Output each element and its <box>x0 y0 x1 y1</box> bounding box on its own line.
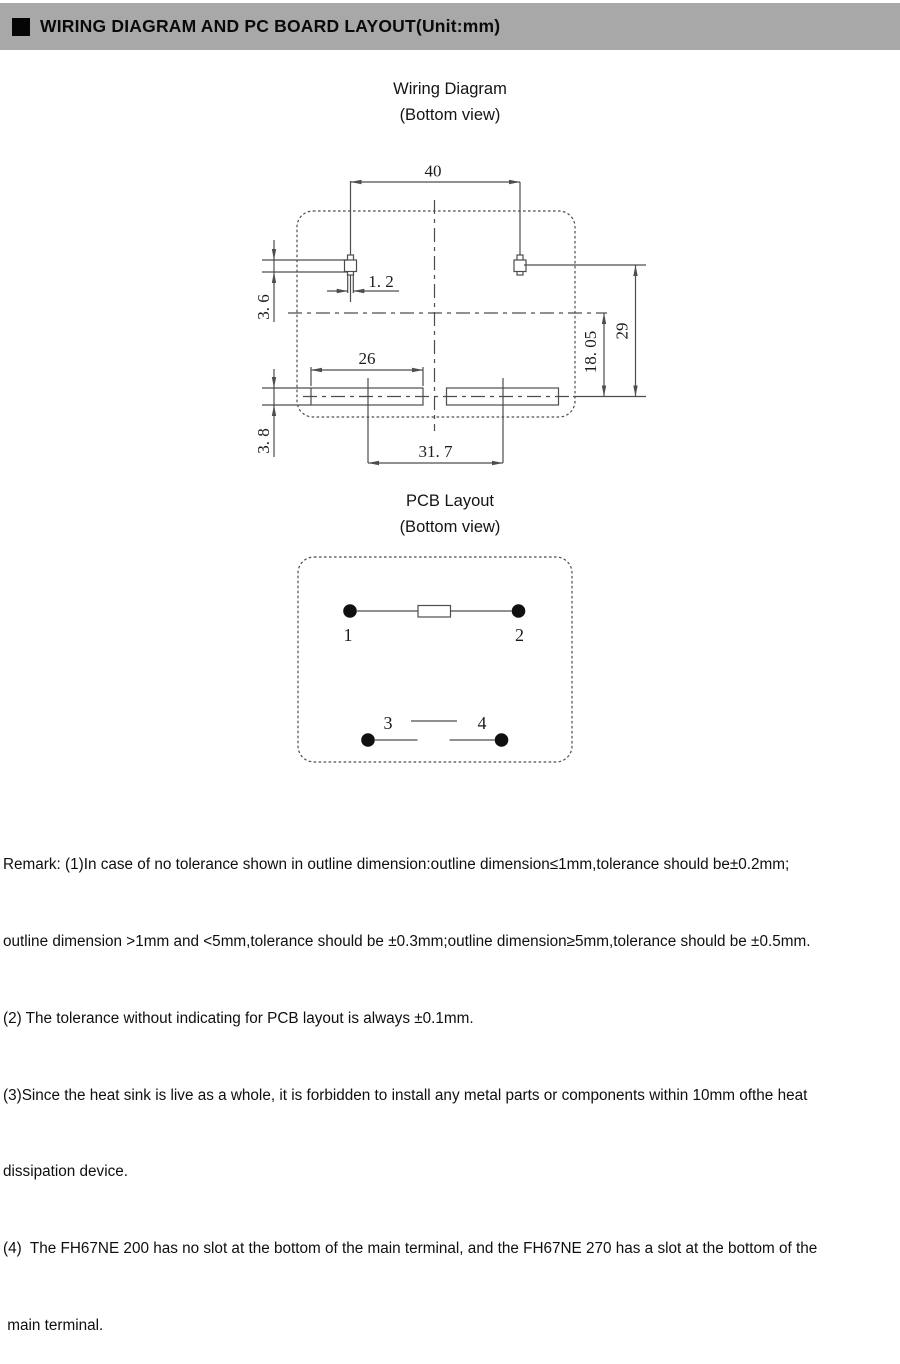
dim-26-arrow-right <box>412 368 423 372</box>
wiring-subtitle: (Bottom view) <box>399 106 501 124</box>
wiring-title: Wiring Diagram <box>393 80 507 98</box>
pcb-subtitle: (Bottom view) <box>399 518 501 536</box>
relay-body-outline <box>297 211 575 417</box>
left-pin-flag <box>345 260 357 272</box>
dim-1-2-arrow-left <box>337 289 348 293</box>
dim-18-05-arrow-up <box>602 313 606 324</box>
pcb-title: PCB Layout <box>405 492 495 510</box>
dim-3-8-label: 3. 8 <box>254 428 273 454</box>
pad-4 <box>495 733 509 747</box>
remark-line: (2) The tolerance without indicating for PCB layout is always ±0.1mm. <box>3 1009 474 1027</box>
dim-1-2-arrow-right <box>353 289 364 293</box>
dim-3-8-arrow-up <box>272 405 276 416</box>
dim-31-7-arrow-left <box>368 461 379 465</box>
dim-3-6-arrow-down <box>272 249 276 260</box>
dim-29-arrow-down <box>633 386 637 397</box>
dim-29-label: 29 <box>612 322 632 340</box>
remark-line: (3)Since the heat sink is live as a whole, it is forbidden to install any metal parts or components within 10mm ofthe heat <box>3 1086 808 1104</box>
remark-line: outline dimension >1mm and <5mm,tolerance should be ±0.3mm;outline dimension≥5mm,tolerance should be ±0.5mm. <box>3 932 811 950</box>
pad-4-label: 4 <box>477 713 487 733</box>
dim-3-6-arrow-up <box>272 272 276 283</box>
dim-18-05-label: 18. 05 <box>581 330 600 374</box>
dim-40-arrow-right <box>509 180 520 185</box>
dim-3-8-arrow-down <box>272 377 276 388</box>
dim-40-label: 40 <box>424 161 442 181</box>
dim-18-05-arrow-down <box>602 386 606 397</box>
wiring-diagram <box>254 162 646 466</box>
dim-26-arrow-left <box>311 368 322 372</box>
dim-1-2-label: 1. 2 <box>368 272 394 291</box>
dim-31-7-label: 31. 7 <box>418 442 453 461</box>
pad-3 <box>361 733 375 747</box>
pcb-outline <box>298 557 572 762</box>
remark-line: Remark: (1)In case of no tolerance shown in outline dimension:outline dimension≤1mm,tolerance should be±0.2mm; <box>3 856 790 874</box>
dim-40-arrow-left <box>351 180 362 185</box>
pad-3-label: 3 <box>383 713 393 733</box>
dim-31-7-arrow-right <box>492 461 503 465</box>
right-pin-flag <box>514 260 526 272</box>
dim-26-label: 26 <box>358 349 376 368</box>
remarks-block <box>3 801 897 1364</box>
remark-line: (4) The FH67NE 200 has no slot at the bottom of the main terminal, and the FH67NE 270 has a slot at the bottom of the <box>3 1240 818 1258</box>
remark-line: dissipation device. <box>3 1163 128 1181</box>
pad-1 <box>343 604 357 618</box>
dim-3-6-label: 3. 6 <box>254 294 273 320</box>
coil-symbol <box>418 606 451 618</box>
pad-2 <box>512 604 526 618</box>
remark-line: main terminal. <box>3 1316 104 1334</box>
pad-2-label: 2 <box>515 625 524 645</box>
dim-29-arrow-up <box>633 265 637 276</box>
pcb-layout <box>298 557 572 762</box>
pad-1-label: 1 <box>343 625 353 645</box>
section-title: WIRING DIAGRAM AND PC BOARD LAYOUT(Unit:mm) <box>40 16 501 36</box>
